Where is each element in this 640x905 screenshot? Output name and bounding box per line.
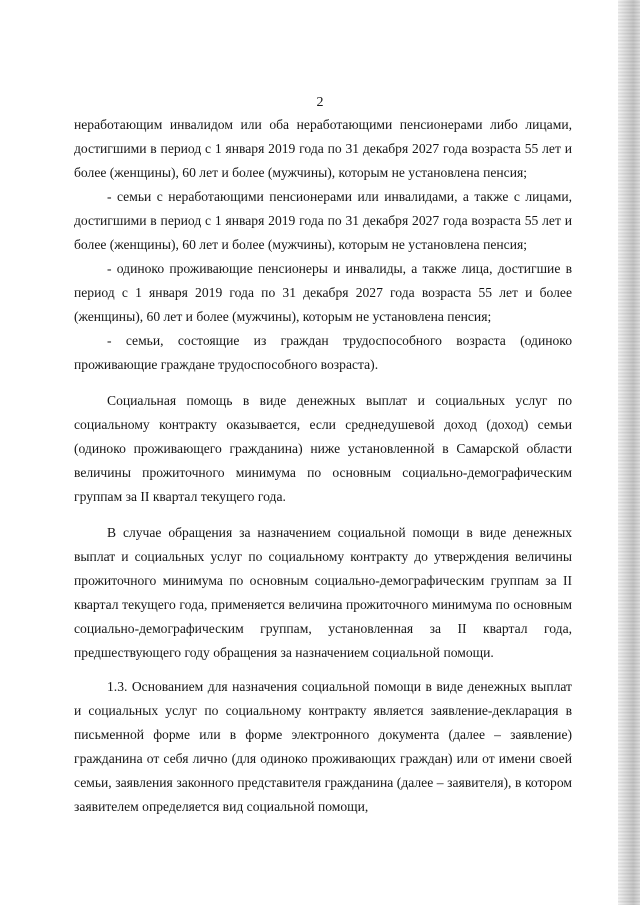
paragraph-subsistence-minimum: В случае обращения за назначением социальной помощи в виде денежных выплат и социальных услуг по социальному контракту до утверждения величины прожиточного минимума по основным социально-демографическим группам за II квартал текущего года, применяется величина прожиточного минимума по основным социально-демографическим группам, установленная за II квартал года, предшествующего году обращения за назначением социальной помощи.: [74, 525, 572, 660]
scan-edge-shadow: [618, 0, 640, 905]
paragraph-continuation: неработающим инвалидом или оба неработающими пенсионерами либо лицами, достигшими в период с 1 января 2019 года по 31 декабря 2027 года возраста 55 лет и более (женщины), 60 лет и более (мужчины), которым не установлена пенсия;: [74, 117, 572, 180]
paragraph-income-condition: Социальная помощь в виде денежных выплат и социальных услуг по социальному контракту оказывается, если среднедушевой доход (доход) семьи (одиноко проживающего гражданина) ниже установленной в Самарской области величины прожиточного минимума по основным социально-демографическим группам за II квартал текущего года.: [74, 393, 572, 504]
document-body: [74, 113, 572, 819]
paragraph-section-1-3: 1.3. Основанием для назначения социальной помощи в виде денежных выплат и социальных услуг по социальному контракту является заявление-декларация в письменной форме или в форме электронного документа (далее – заявление) гражданина от себя лично (для одиноко проживающих граждан) или от имени своей семьи, заявления законного представителя гражданина (далее – заявителя), в котором заявителем определяется вид социальной помощи,: [74, 679, 572, 814]
paragraph-list-item-single-pensioners: - одиноко проживающие пенсионеры и инвалиды, а также лица, достигшие в период с 1 января 2019 года по 31 декабря 2027 года возраста 55 лет и более (женщины), 60 лет и более (мужчины), которым не установлена пенсия;: [74, 261, 572, 324]
paragraph-list-item-families-pensioners: - семьи с неработающими пенсионерами или инвалидами, а также с лицами, достигшими в период с 1 января 2019 года по 31 декабря 2027 года возраста 55 лет и более (женщины), 60 лет и более (мужчины), которым не установлена пенсия;: [74, 189, 572, 252]
page-number: 2: [316, 95, 324, 110]
paragraph-list-item-working-age: - семьи, состоящие из граждан трудоспособного возраста (одиноко проживающие граждане трудоспособного возраста).: [74, 333, 572, 372]
